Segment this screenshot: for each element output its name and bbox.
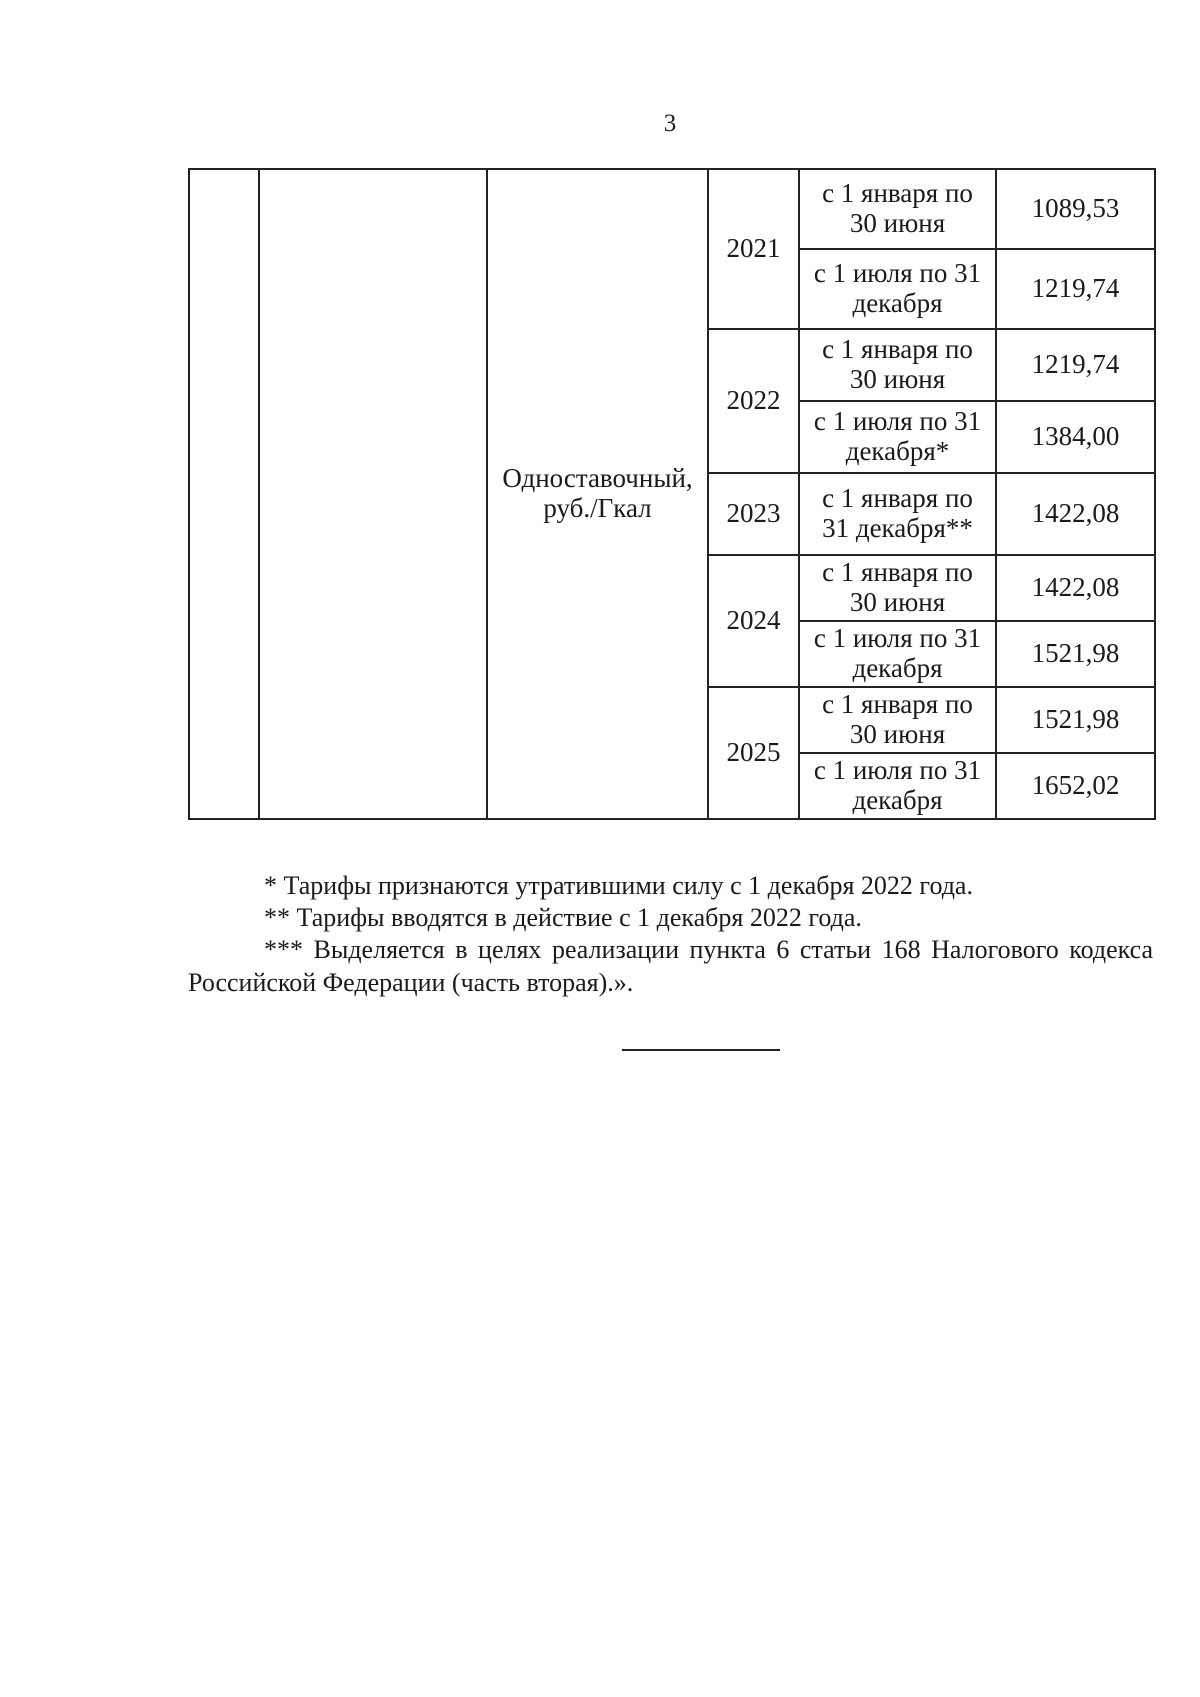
- tariff-value-cell: 1521,98: [996, 687, 1155, 753]
- table-row: [189, 169, 1155, 249]
- period-cell: с 1 января по 30 июня: [799, 329, 996, 401]
- footnotes: [188, 870, 1153, 999]
- period-cell: с 1 января по 31 декабря**: [799, 473, 996, 555]
- tariff-value-cell: 1521,98: [996, 621, 1155, 687]
- tariff-value-cell: 1422,08: [996, 473, 1155, 555]
- tariff-value-cell: 1089,53: [996, 169, 1155, 249]
- year-cell: 2024: [708, 555, 799, 687]
- tariff-table: [188, 168, 1156, 820]
- organization-cell: [259, 169, 487, 819]
- tariff-value-cell: 1422,08: [996, 555, 1155, 621]
- period-cell: с 1 января по 30 июня: [799, 169, 996, 249]
- row-number-cell: [189, 169, 259, 819]
- period-cell: с 1 января по 30 июня: [799, 555, 996, 621]
- period-cell: с 1 июля по 31 декабря*: [799, 401, 996, 473]
- year-cell: 2025: [708, 687, 799, 819]
- tariff-type-cell: Одноставочный, руб./Гкал: [487, 169, 708, 819]
- year-cell: 2023: [708, 473, 799, 555]
- tariff-value-cell: 1219,74: [996, 329, 1155, 401]
- year-cell: 2022: [708, 329, 799, 473]
- footnote-1: * Тарифы признаются утратившими силу с 1 декабря 2022 года.: [264, 871, 973, 900]
- footnote-2: ** Тарифы вводятся в действие с 1 декабря 2022 года.: [264, 903, 862, 933]
- footnote-3: *** Выделяется в целях реализации пункта 6 статьи 168 Налогового кодекса Российской Федерации (часть вторая).».: [188, 935, 1153, 997]
- year-cell: 2021: [708, 169, 799, 329]
- period-cell: с 1 января по 30 июня: [799, 687, 996, 753]
- tariff-value-cell: 1219,74: [996, 249, 1155, 329]
- period-cell: с 1 июля по 31 декабря: [799, 753, 996, 819]
- end-separator-line: [622, 1049, 780, 1051]
- period-cell: с 1 июля по 31 декабря: [799, 249, 996, 329]
- tariff-value-cell: 1652,02: [996, 753, 1155, 819]
- page-number: 3: [663, 110, 677, 137]
- period-cell: с 1 июля по 31 декабря: [799, 621, 996, 687]
- tariff-value-cell: 1384,00: [996, 401, 1155, 473]
